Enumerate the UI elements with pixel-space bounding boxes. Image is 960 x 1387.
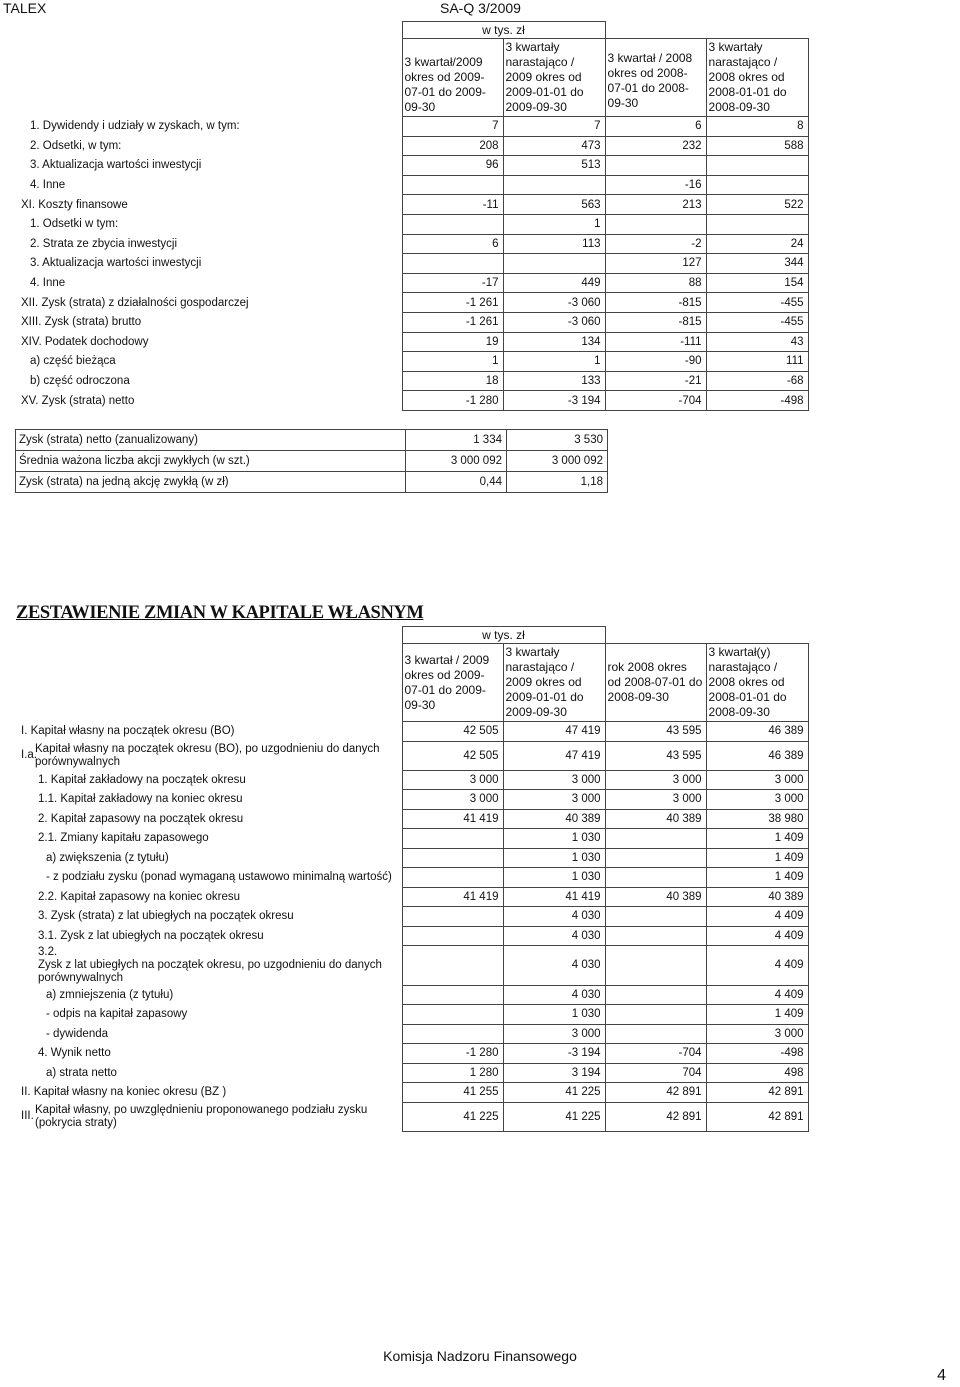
value-cell: 154	[706, 273, 808, 293]
row-label	[18, 946, 402, 986]
row-label: 2.2. Kapitał zapasowy na koniec okresu	[38, 890, 241, 903]
value-cell: 19	[402, 332, 503, 352]
row-number: I.a.	[21, 749, 37, 761]
value-cell: -3 060	[503, 293, 605, 313]
value-cell: 18	[402, 371, 503, 391]
row-label: XI. Koszty finansowe	[21, 198, 128, 211]
value-cell	[605, 985, 706, 1005]
row-label: - dywidenda	[46, 1027, 109, 1040]
table-row	[18, 1044, 808, 1064]
value-cell: 213	[605, 195, 706, 215]
row-label-text: Kapitał własny na początek okresu (BO), po uzgodnieniu do danych porównywalnych	[35, 742, 380, 768]
value-cell	[503, 254, 605, 274]
unit-label: w tys. zł	[402, 22, 605, 39]
value-cell	[605, 1024, 706, 1044]
value-cell: 43 595	[605, 722, 706, 742]
value-cell: 6	[605, 117, 706, 137]
column-header: 3 kwartały narastająco / 2008 okres od 2008-01-01 do 2008-09-30	[706, 39, 808, 117]
table-row	[18, 770, 808, 790]
column-header: rok 2008 okres od 2008-07-01 do 2008-09-30	[605, 644, 706, 722]
table-row	[18, 371, 808, 391]
row-label: a) część bieżąca	[30, 355, 116, 368]
value-cell: 1 334	[406, 430, 507, 451]
value-cell: -3 194	[503, 391, 605, 411]
column-header: 3 kwartały narastająco / 2009 okres od 2009-01-01 do 2009-09-30	[503, 644, 605, 722]
value-cell: 1 030	[503, 829, 605, 849]
value-cell: 42 891	[706, 1083, 808, 1103]
row-label: 1.1. Kapitał zakładowy na koniec okresu	[38, 793, 243, 806]
value-cell: -1 261	[402, 293, 503, 313]
table-row	[18, 946, 808, 986]
value-cell	[605, 926, 706, 946]
value-cell	[605, 868, 706, 888]
value-cell: -21	[605, 371, 706, 391]
value-cell: 3 000	[706, 1024, 808, 1044]
table-row	[18, 234, 808, 254]
value-cell: 3 530	[507, 430, 608, 451]
value-cell: 40 389	[503, 809, 605, 829]
row-label: - odpis na kapitał zapasowy	[46, 1008, 188, 1021]
column-header: 3 kwartał / 2008 okres od 2008-07-01 do 2008-09-30	[605, 39, 706, 117]
row-label: XV. Zysk (strata) netto	[21, 394, 135, 407]
page-number: 4	[937, 1367, 946, 1384]
table-row	[18, 254, 808, 274]
value-cell: 42 891	[605, 1102, 706, 1131]
value-cell: 40 389	[706, 887, 808, 907]
value-cell: 1	[503, 352, 605, 372]
row-label: a) strata netto	[46, 1066, 117, 1079]
value-cell	[402, 1005, 503, 1025]
value-cell: 46 389	[706, 741, 808, 770]
value-cell: 4 030	[503, 985, 605, 1005]
value-cell	[402, 829, 503, 849]
value-cell: 208	[402, 136, 503, 156]
value-cell: -455	[706, 312, 808, 332]
row-label: XII. Zysk (strata) z działalności gospodarczej	[21, 296, 249, 309]
value-cell: 134	[503, 332, 605, 352]
value-cell: 449	[503, 273, 605, 293]
value-cell	[402, 985, 503, 1005]
value-cell: 42 891	[706, 1102, 808, 1131]
value-cell	[402, 1024, 503, 1044]
value-cell: 133	[503, 371, 605, 391]
column-header: 3 kwartał(y) narastająco / 2008 okres od 2008-01-01 do 2008-09-30	[706, 644, 808, 722]
value-cell	[402, 175, 503, 195]
row-label: a) zwiększenia (z tytułu)	[46, 851, 169, 864]
value-cell	[605, 829, 706, 849]
row-label: 2. Strata ze zbycia inwestycji	[30, 237, 178, 250]
row-label: b) część odroczona	[30, 375, 130, 388]
value-cell: 113	[503, 234, 605, 254]
value-cell: 111	[706, 352, 808, 372]
row-label: - z podziału zysku (ponad wymaganą ustawowo minimalną wartość)	[46, 871, 392, 884]
column-header: 3 kwartał / 2009 okres od 2009-07-01 do 2009-09-30	[402, 644, 503, 722]
value-cell: 40 389	[605, 809, 706, 829]
value-cell: 0,44	[406, 472, 507, 493]
value-cell: 473	[503, 136, 605, 156]
value-cell: 127	[605, 254, 706, 274]
value-cell	[605, 156, 706, 176]
report-code: SA-Q 3/2009	[440, 0, 521, 16]
value-cell	[402, 926, 503, 946]
table-row	[18, 175, 808, 195]
value-cell: 513	[503, 156, 605, 176]
value-cell: 41 225	[402, 1102, 503, 1131]
row-label: 4. Wynik netto	[38, 1047, 111, 1060]
value-cell: 1 409	[706, 868, 808, 888]
row-label: 1. Dywidendy i udziały w zyskach, w tym:	[30, 120, 240, 133]
row-label-text: Zysk z lat ubiegłych na początek okresu, po uzgodnieniu do danych porównywalnych	[38, 959, 382, 985]
value-cell: 4 409	[706, 926, 808, 946]
value-cell	[605, 848, 706, 868]
table-row	[18, 332, 808, 352]
value-cell: -815	[605, 312, 706, 332]
value-cell: -1 261	[402, 312, 503, 332]
value-cell: 1 409	[706, 848, 808, 868]
value-cell: -455	[706, 293, 808, 313]
row-number: 3.2.	[38, 945, 58, 958]
table-row	[18, 156, 808, 176]
row-label: XIV. Podatek dochodowy	[21, 335, 149, 348]
value-cell: 1,18	[507, 472, 608, 493]
value-cell: 7	[402, 117, 503, 137]
table-row	[18, 868, 808, 888]
value-cell: 344	[706, 254, 808, 274]
value-cell: 588	[706, 136, 808, 156]
value-cell: 43	[706, 332, 808, 352]
row-label: 2. Kapitał zapasowy na początek okresu	[38, 812, 244, 825]
value-cell: 1 030	[503, 868, 605, 888]
value-cell	[706, 175, 808, 195]
value-cell: 41 419	[402, 887, 503, 907]
value-cell: 4 409	[706, 946, 808, 986]
value-cell: -68	[706, 371, 808, 391]
value-cell: 41 255	[402, 1083, 503, 1103]
table-row	[16, 472, 709, 493]
per-share-table	[15, 429, 709, 493]
table-row	[18, 352, 808, 372]
row-label: 2.1. Zmiany kapitału zapasowego	[38, 832, 209, 845]
value-cell	[402, 907, 503, 927]
value-cell: 24	[706, 234, 808, 254]
value-cell: -11	[402, 195, 503, 215]
table-row	[18, 722, 808, 742]
value-cell: -498	[706, 391, 808, 411]
value-cell: 498	[706, 1063, 808, 1083]
value-cell: -90	[605, 352, 706, 372]
value-cell: 1	[402, 352, 503, 372]
value-cell: 522	[706, 195, 808, 215]
value-cell	[605, 1005, 706, 1025]
value-cell: -815	[605, 293, 706, 313]
row-label-text: Kapitał własny, po uwzględnieniu proponowanego podziału zysku (pokrycia straty)	[35, 1103, 368, 1129]
row-label: 3. Aktualizacja wartości inwestycji	[30, 159, 202, 172]
value-cell	[605, 907, 706, 927]
value-cell	[402, 214, 503, 234]
value-cell	[605, 214, 706, 234]
row-label: 1. Odsetki w tym:	[30, 218, 119, 231]
value-cell: -704	[605, 1044, 706, 1064]
table-row	[18, 195, 808, 215]
value-cell: 3 000	[706, 790, 808, 810]
table-row	[18, 117, 808, 137]
row-label: I. Kapitał własny na początek okresu (BO)	[21, 725, 235, 738]
value-cell: 38 980	[706, 809, 808, 829]
equity-changes-table	[18, 626, 809, 1132]
value-cell: 3 000	[503, 790, 605, 810]
value-cell: 232	[605, 136, 706, 156]
row-label: Zysk (strata) netto (zanualizowany)	[16, 430, 406, 451]
value-cell: 4 030	[503, 926, 605, 946]
value-cell: 47 419	[503, 722, 605, 742]
table-row	[18, 1102, 808, 1131]
value-cell: 96	[402, 156, 503, 176]
value-cell	[402, 946, 503, 986]
table-row	[18, 1024, 808, 1044]
table-row	[18, 985, 808, 1005]
table-row	[18, 926, 808, 946]
income-statement-table	[18, 21, 809, 411]
table-row	[18, 848, 808, 868]
value-cell: 3 194	[503, 1063, 605, 1083]
table-row	[18, 312, 808, 332]
row-label: Zysk (strata) na jedną akcję zwykłą (w zł)	[16, 472, 406, 493]
value-cell: -498	[706, 1044, 808, 1064]
value-cell: 4 409	[706, 985, 808, 1005]
table-row	[18, 136, 808, 156]
value-cell: 3 000	[706, 770, 808, 790]
value-cell: 4 409	[706, 907, 808, 927]
table-row	[18, 829, 808, 849]
value-cell: 3 000	[402, 770, 503, 790]
value-cell	[503, 175, 605, 195]
value-cell: 41 225	[503, 1102, 605, 1131]
value-cell	[402, 868, 503, 888]
row-label	[18, 1102, 402, 1131]
value-cell: 3 000	[503, 1024, 605, 1044]
value-cell	[402, 848, 503, 868]
value-cell	[402, 254, 503, 274]
table-row	[18, 1063, 808, 1083]
value-cell: 4 030	[503, 946, 605, 986]
row-number: III.	[21, 1110, 34, 1123]
table-row	[18, 273, 808, 293]
value-cell: 7	[503, 117, 605, 137]
value-cell: 1	[503, 214, 605, 234]
table-row	[16, 451, 709, 472]
value-cell: 41 419	[503, 887, 605, 907]
row-label: a) zmniejszenia (z tytułu)	[46, 988, 174, 1001]
row-label: II. Kapitał własny na koniec okresu (BZ )	[21, 1086, 227, 1099]
table-row	[18, 907, 808, 927]
column-header: 3 kwartał/2009 okres od 2009-07-01 do 2009-09-30	[402, 39, 503, 117]
value-cell	[706, 214, 808, 234]
value-cell: 6	[402, 234, 503, 254]
table-row	[18, 293, 808, 313]
value-cell: 88	[605, 273, 706, 293]
value-cell: 1 409	[706, 1005, 808, 1025]
row-label: 3. Aktualizacja wartości inwestycji	[30, 257, 202, 270]
value-cell: -3 060	[503, 312, 605, 332]
row-label: Średnia ważona liczba akcji zwykłych (w szt.)	[16, 451, 406, 472]
table-row	[18, 790, 808, 810]
value-cell: 1 030	[503, 848, 605, 868]
value-cell: 4 030	[503, 907, 605, 927]
value-cell: 3 000 092	[406, 451, 507, 472]
value-cell: 42 505	[402, 741, 503, 770]
value-cell: 42 891	[605, 1083, 706, 1103]
value-cell: 3 000	[605, 790, 706, 810]
value-cell: -1 280	[402, 391, 503, 411]
value-cell: 42 505	[402, 722, 503, 742]
value-cell: 563	[503, 195, 605, 215]
value-cell: 3 000	[402, 790, 503, 810]
value-cell: -704	[605, 391, 706, 411]
row-label	[18, 741, 402, 770]
table-row	[16, 430, 709, 451]
row-label: 4. Inne	[30, 179, 66, 192]
value-cell	[706, 156, 808, 176]
value-cell: 1 280	[402, 1063, 503, 1083]
value-cell: -111	[605, 332, 706, 352]
row-label: 3.1. Zysk z lat ubiegłych na początek okresu	[38, 929, 264, 942]
section-title: ZESTAWIENIE ZMIAN W KAPITALE WŁASNYM	[16, 603, 424, 623]
row-label: 2. Odsetki, w tym:	[30, 139, 122, 152]
footer-text: Komisja Nadzoru Finansowego	[383, 1348, 577, 1364]
value-cell: -2	[605, 234, 706, 254]
value-cell: -3 194	[503, 1044, 605, 1064]
value-cell: -1 280	[402, 1044, 503, 1064]
table-row	[18, 1005, 808, 1025]
table-row	[18, 214, 808, 234]
value-cell: 47 419	[503, 741, 605, 770]
value-cell: 3 000	[503, 770, 605, 790]
value-cell: 8	[706, 117, 808, 137]
value-cell: 3 000 092	[507, 451, 608, 472]
table-row	[18, 1083, 808, 1103]
row-label: 3. Zysk (strata) z lat ubiegłych na początek okresu	[38, 910, 294, 923]
value-cell: 41 225	[503, 1083, 605, 1103]
value-cell: 41 419	[402, 809, 503, 829]
row-label: 4. Inne	[30, 277, 66, 290]
table-row	[18, 391, 808, 411]
company-name: TALEX	[3, 0, 47, 16]
value-cell: 43 595	[605, 741, 706, 770]
table-row	[18, 809, 808, 829]
value-cell	[605, 946, 706, 986]
value-cell: 46 389	[706, 722, 808, 742]
value-cell: 704	[605, 1063, 706, 1083]
column-header: 3 kwartały narastająco / 2009 okres od 2009-01-01 do 2009-09-30	[503, 39, 605, 117]
table-row	[18, 887, 808, 907]
value-cell: 1 030	[503, 1005, 605, 1025]
value-cell: 40 389	[605, 887, 706, 907]
value-cell: -16	[605, 175, 706, 195]
row-label: 1. Kapitał zakładowy na początek okresu	[38, 773, 246, 786]
value-cell: 1 409	[706, 829, 808, 849]
unit-label: w tys. zł	[402, 627, 605, 644]
value-cell: 3 000	[605, 770, 706, 790]
row-label: XIII. Zysk (strata) brutto	[21, 316, 142, 329]
table-row	[18, 741, 808, 770]
value-cell: -17	[402, 273, 503, 293]
